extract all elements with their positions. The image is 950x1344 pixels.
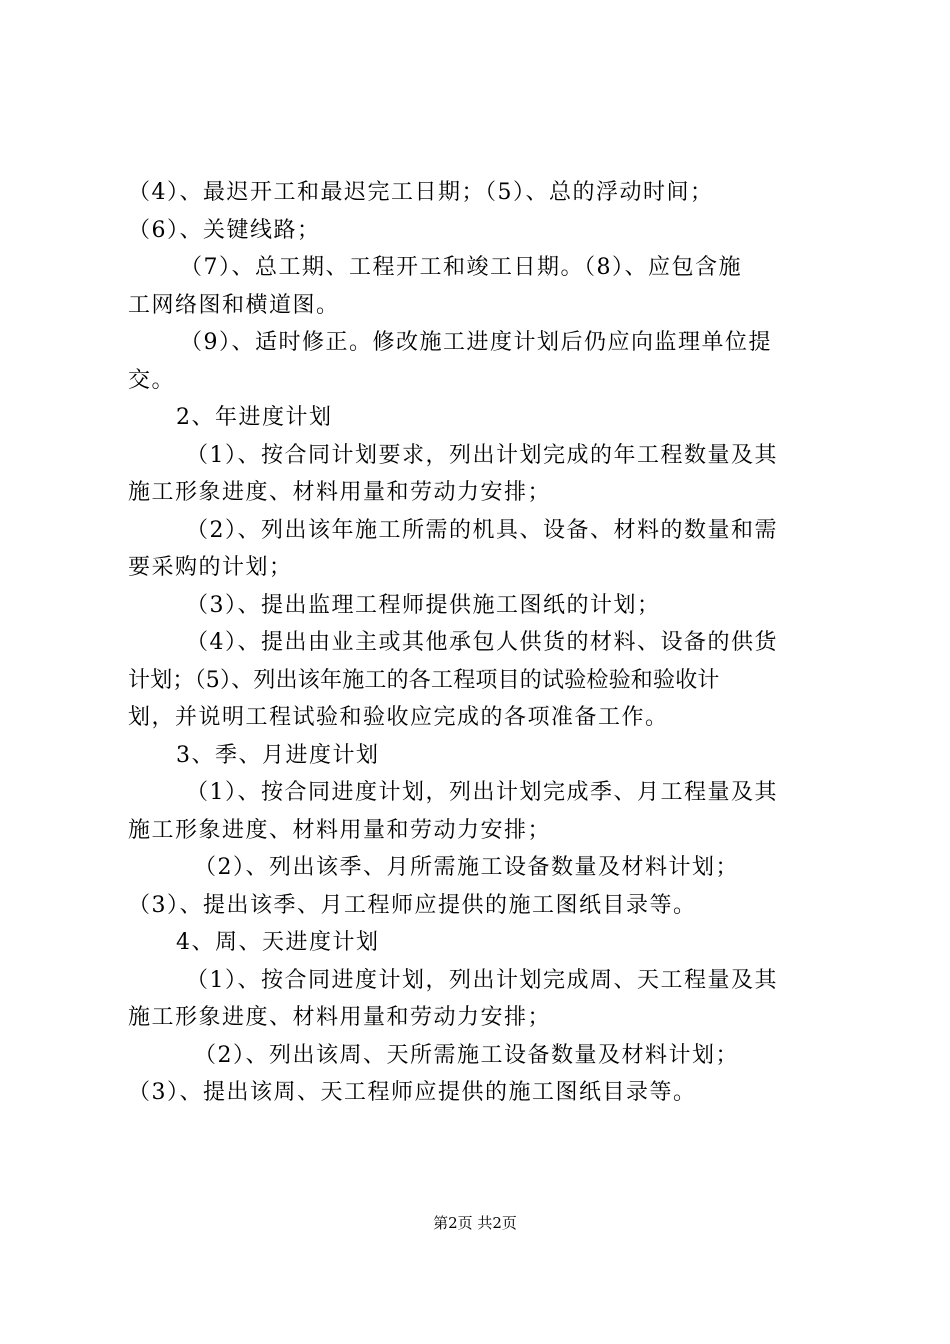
paragraph-line: （2）、列出该年施工所需的机具、设备、材料的数量和需 [186, 517, 778, 543]
section-heading: 2、年进度计划 [176, 405, 333, 430]
paragraph-line: 要采购的计划； [128, 555, 293, 580]
paragraph-line: （1）、按合同进度计划，列出计划完成季、月工程量及其 [186, 780, 778, 805]
paragraph-line: 划，并说明工程试验和验收应完成的各项准备工作。 [128, 705, 669, 730]
paragraph-line: 施工形象进度、材料用量和劳动力安排； [128, 1005, 552, 1030]
paragraph-line: （6）、关键线路； [128, 217, 321, 243]
paragraph-line: 施工形象进度、材料用量和劳动力安排； [128, 817, 552, 843]
paragraph-line: （4）、最迟开工和最迟完工日期；（5）、总的浮动时间； [128, 180, 714, 205]
paragraph-line: （1）、按合同计划要求，列出计划完成的年工程数量及其 [186, 442, 778, 468]
paragraph-line: 施工形象进度、材料用量和劳动力安排； [128, 480, 552, 505]
paragraph-line: （3）、提出该季、月工程师应提供的施工图纸目录等。 [128, 892, 697, 918]
paragraph-line: （7）、总工期、工程开工和竣工日期。（8）、应包含施 [180, 255, 742, 280]
paragraph-line: 交。 [128, 367, 176, 393]
document-body [128, 174, 832, 1112]
paragraph-line: （9）、适时修正。修改施工进度计划后仍应向监理单位提 [180, 330, 772, 355]
paragraph-line: （3）、提出该周、天工程师应提供的施工图纸目录等。 [128, 1080, 697, 1105]
page-footer: 第2页 共2页 [433, 1214, 517, 1232]
paragraph-line: （4）、提出由业主或其他承包人供货的材料、设备的供货 [186, 630, 778, 655]
paragraph-line: （2）、列出该季、月所需施工设备数量及材料计划； [194, 855, 739, 880]
paragraph-line: 工网络图和横道图。 [128, 292, 340, 318]
paragraph-line: 计划；（5）、列出该年施工的各工程项目的试验检验和验收计 [128, 667, 720, 693]
paragraph-line: （1）、按合同进度计划，列出计划完成周、天工程量及其 [186, 967, 778, 993]
paragraph-line: （2）、列出该周、天所需施工设备数量及材料计划； [194, 1042, 739, 1068]
paragraph-line: （3）、提出监理工程师提供施工图纸的计划； [186, 592, 661, 618]
section-heading: 3、季、月进度计划 [176, 742, 380, 768]
section-heading: 4、周、天进度计划 [176, 930, 380, 955]
